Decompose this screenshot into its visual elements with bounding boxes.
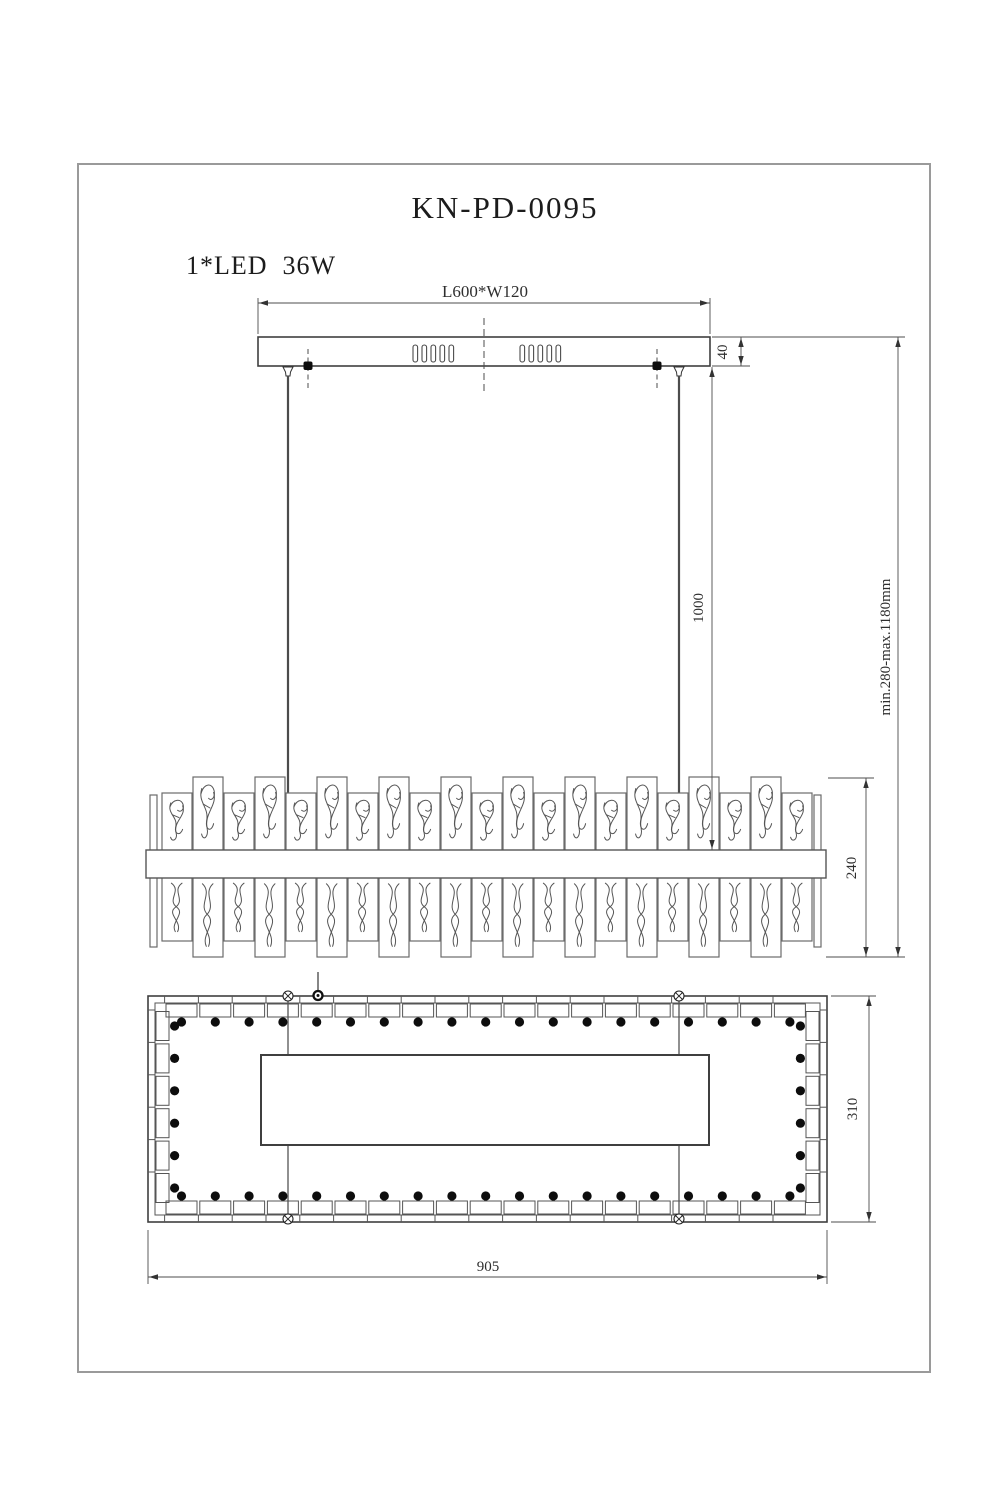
dim-canopy-size: L600*W120 xyxy=(442,282,528,301)
chandelier-top-view xyxy=(148,972,827,1224)
dim-wire-length: 1000 xyxy=(691,593,707,623)
chandelier-front-view xyxy=(146,777,826,957)
dim-canopy-height: 40 xyxy=(715,344,731,360)
dim-body-height: 240 xyxy=(844,856,860,880)
dim-body-length: 905 xyxy=(476,1259,500,1275)
model-number: KN-PD-0095 xyxy=(411,190,599,225)
canopy-front-view xyxy=(258,318,710,392)
lamp-spec: 1*LED 36W xyxy=(186,251,337,280)
dim-suspension-range: min.280-max.1180mm xyxy=(878,578,894,716)
dim-body-width: 310 xyxy=(845,1097,861,1121)
